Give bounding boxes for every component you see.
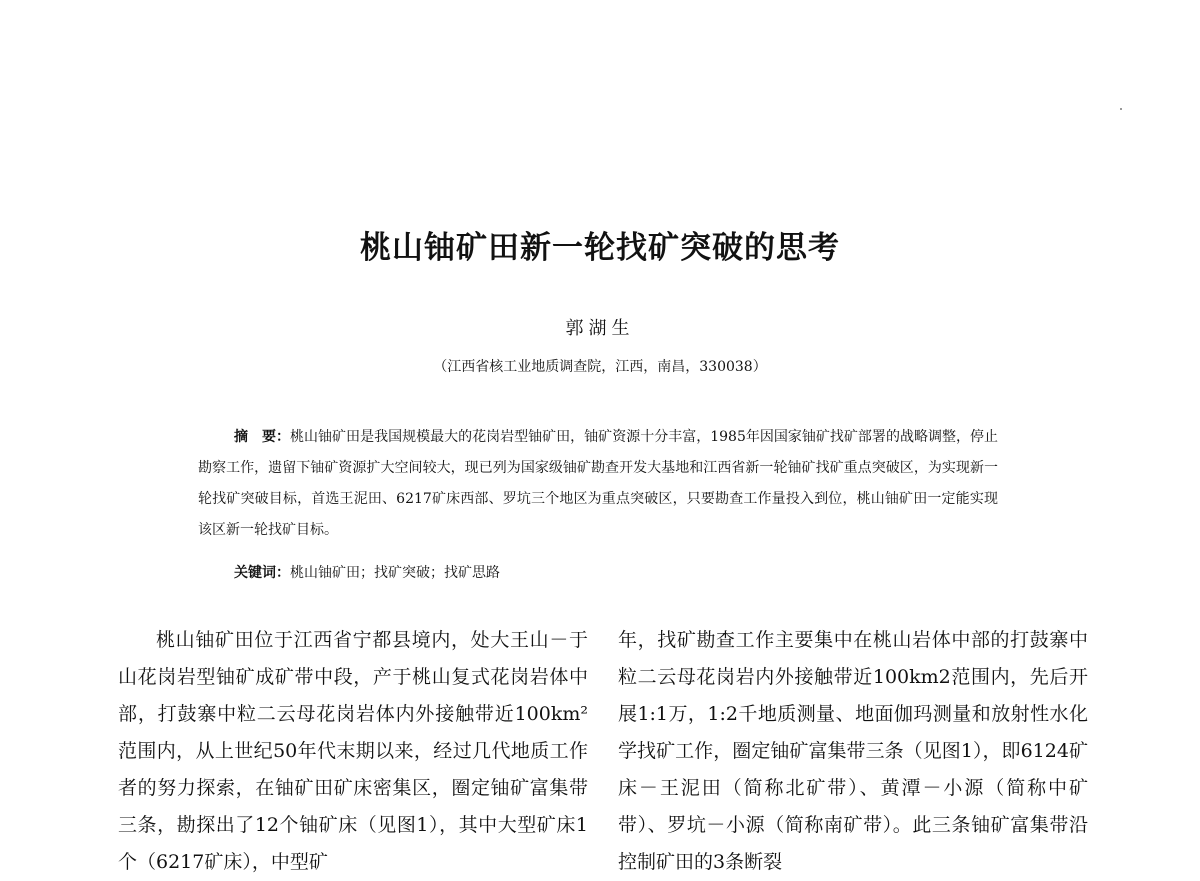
author-name: 郭湖生 — [565, 318, 635, 339]
abstract-label: 摘 要： — [234, 429, 291, 445]
paper-title: 桃山铀矿田新一轮找矿突破的思考 — [360, 230, 840, 266]
keywords — [234, 558, 500, 589]
abstract — [198, 422, 998, 546]
author-affiliation: （江西省核工业地质调查院，江西，南昌，330038） — [433, 359, 767, 375]
scan-speck — [1120, 108, 1122, 110]
keywords-text: 桃山铀矿田；找矿突破；找矿思路 — [290, 565, 500, 581]
keywords-label: 关键词： — [234, 565, 290, 581]
body-column-left: 桃山铀矿田位于江西省宁都县境内，处大王山－于山花岗岩型铀矿成矿带中段，产于桃山复式花岗岩体中部，打鼓寨中粒二云母花岗岩体内外接触带近100km²范围内，从上世纪50年代末期以来，经过几代地质工作者的努力探索，在铀矿田矿床密集区，圈定铀矿富集带三条，勘探出了12个铀矿床（见图1），其中大型矿床1个（6217矿床），中型矿 — [118, 629, 588, 873]
abstract-text: 桃山铀矿田是我国规模最大的花岗岩型铀矿田，铀矿资源十分丰富，1985年因国家铀矿找矿部署的战略调整，停止勘察工作，遗留下铀矿资源扩大空间较大，现已列为国家级铀矿勘查开发大基地和江西省新一轮铀矿找矿重点突破区，为实现新一轮找矿突破目标，首选王泥田、6217矿床西部、罗坑三个地区为重点突破区，只要勘查工作量投入到位，桃山铀矿田一定能实现该区新一轮找矿目标。 — [198, 429, 998, 538]
body-column-right: 年，找矿勘查工作主要集中在桃山岩体中部的打鼓寨中粒二云母花岗岩内外接触带近100km2范围内，先后开展1:1万，1:2千地质测量、地面伽玛测量和放射性水化学找矿工作，圈定铀矿富集带三条（见图1），即6124矿床－王泥田（简称北矿带）、黄潭－小源（简称中矿带）、罗坑－小源（简称南矿带）。此三条铀矿富集带沿控制矿田的3条断裂 — [618, 629, 1088, 873]
